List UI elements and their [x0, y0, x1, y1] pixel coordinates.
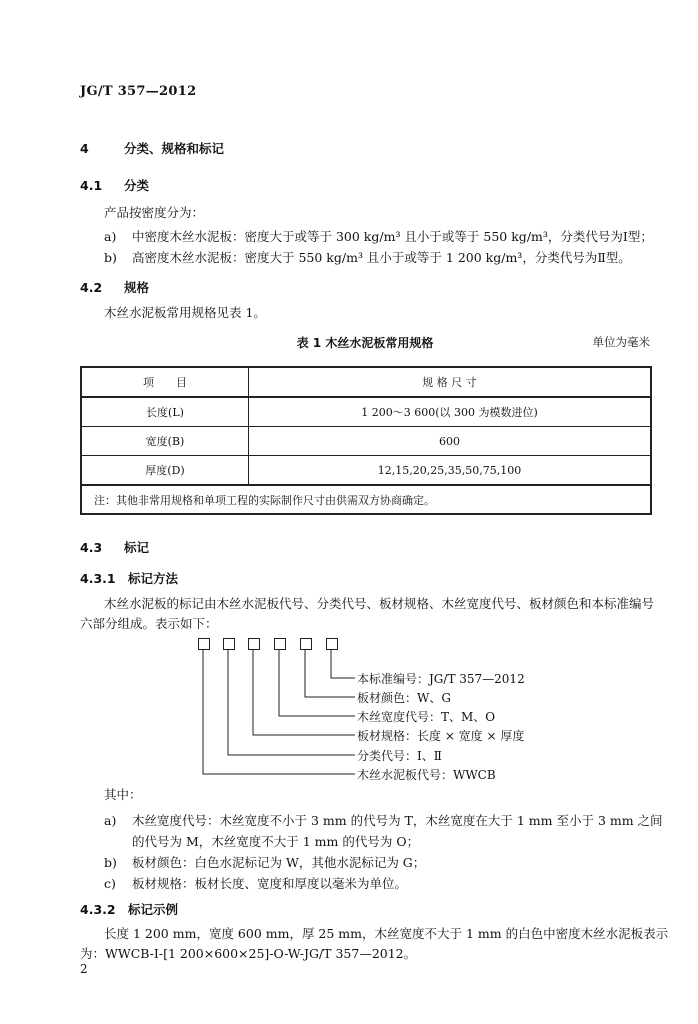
table-caption: 表 1 木丝水泥板常用规格 — [296, 336, 434, 350]
section-number: 4.3.2 — [80, 902, 116, 917]
list-text: 板材颜色：白色水泥标记为 W，其他水泥标记为 G； — [132, 855, 426, 870]
marking-paragraph-line-1: 木丝水泥板的标记由木丝水泥板代号、分类代号、板材规格、木丝宽度代号、板材颜色和本标准编号 — [104, 596, 655, 611]
list-marker: b) — [104, 250, 117, 265]
example-line-1: 长度 1 200 mm，宽度 600 mm，厚 25 mm，木丝宽度不大于 1 mm 的白色中密度木丝水泥板表示 — [104, 926, 669, 941]
table-cell: 长度(L) — [81, 397, 249, 427]
section-number: 4.3 — [80, 540, 103, 555]
section-number: 4.2 — [80, 280, 103, 295]
diagram-label-size: 板材规格：长度 × 宽度 × 厚度 — [357, 729, 525, 743]
section-title: 规格 — [124, 280, 150, 295]
page-number: 2 — [80, 962, 88, 976]
table-note: 注：其他非常用规格和单项工程的实际制作尺寸由供需双方协商确定。 — [81, 485, 651, 514]
classification-intro: 产品按密度分为： — [104, 205, 205, 220]
marking-paragraph-line-2: 六部分组成。表示如下： — [80, 616, 218, 631]
list-text: 板材规格：板材长度、宽度和厚度以毫米为单位。 — [132, 876, 408, 891]
list-marker: b) — [104, 855, 117, 870]
spec-reference: 木丝水泥板常用规格见表 1。 — [104, 305, 266, 320]
table-cell: 厚度(D) — [81, 456, 249, 486]
list-text: 高密度木丝水泥板：密度大于 550 kg/m³ 且小于或等于 1 200 kg/m³，分类代号为Ⅱ型。 — [132, 250, 631, 265]
list-item — [104, 874, 407, 892]
diagram-label-standard: 本标准编号：JG/T 357—2012 — [357, 672, 525, 686]
example-line-2: 为：WWCB-Ⅰ-[1 200×600×25]-O-W-JG/T 357—2012。 — [80, 946, 417, 961]
table-cell: 600 — [249, 427, 652, 456]
table-cell: 12,15,20,25,35,50,75,100 — [249, 456, 652, 486]
table-header-cell: 项 目 — [81, 367, 249, 397]
document-header: JG/T 357—2012 — [80, 84, 197, 99]
list-item — [104, 811, 663, 829]
table-unit: 单位为毫米 — [592, 335, 650, 349]
section-number: 4.3.1 — [80, 571, 116, 586]
section-4-3-2-heading — [80, 900, 178, 918]
section-number: 4 — [80, 141, 89, 156]
section-title: 标记 — [124, 540, 150, 555]
list-text: 中密度木丝水泥板：密度大于或等于 300 kg/m³ 且小于或等于 550 kg/m³，分类代号为Ⅰ型； — [132, 229, 653, 244]
section-title: 标记示例 — [128, 902, 179, 917]
table-header-cell: 规 格 尺 寸 — [249, 367, 652, 397]
section-title: 分类、规格和标记 — [124, 141, 225, 156]
list-marker: c) — [104, 876, 116, 891]
section-title: 分类 — [124, 178, 150, 193]
list-text: 木丝宽度代号：木丝宽度不小于 3 mm 的代号为 T，木丝宽度在大于 1 mm 至小于 3 mm 之间 — [132, 813, 663, 828]
list-item-continuation: 的代号为 M，木丝宽度不大于 1 mm 的代号为 O； — [132, 834, 420, 849]
where-label: 其中： — [104, 787, 142, 802]
diagram-label-class: 分类代号：Ⅰ、Ⅱ — [357, 749, 442, 763]
diagram-label-width: 木丝宽度代号：T、M、O — [357, 710, 496, 724]
diagram-label-color: 板材颜色：W、G — [357, 691, 451, 705]
list-marker: a) — [104, 229, 117, 244]
list-marker: a) — [104, 813, 117, 828]
table-cell: 1 200～3 600(以 300 为模数进位) — [249, 397, 652, 427]
section-title: 标记方法 — [128, 571, 179, 586]
list-item — [104, 853, 425, 871]
diagram-label-product: 木丝水泥板代号：WWCB — [357, 768, 496, 782]
table-cell: 宽度(B) — [81, 427, 249, 456]
section-number: 4.1 — [80, 178, 103, 193]
